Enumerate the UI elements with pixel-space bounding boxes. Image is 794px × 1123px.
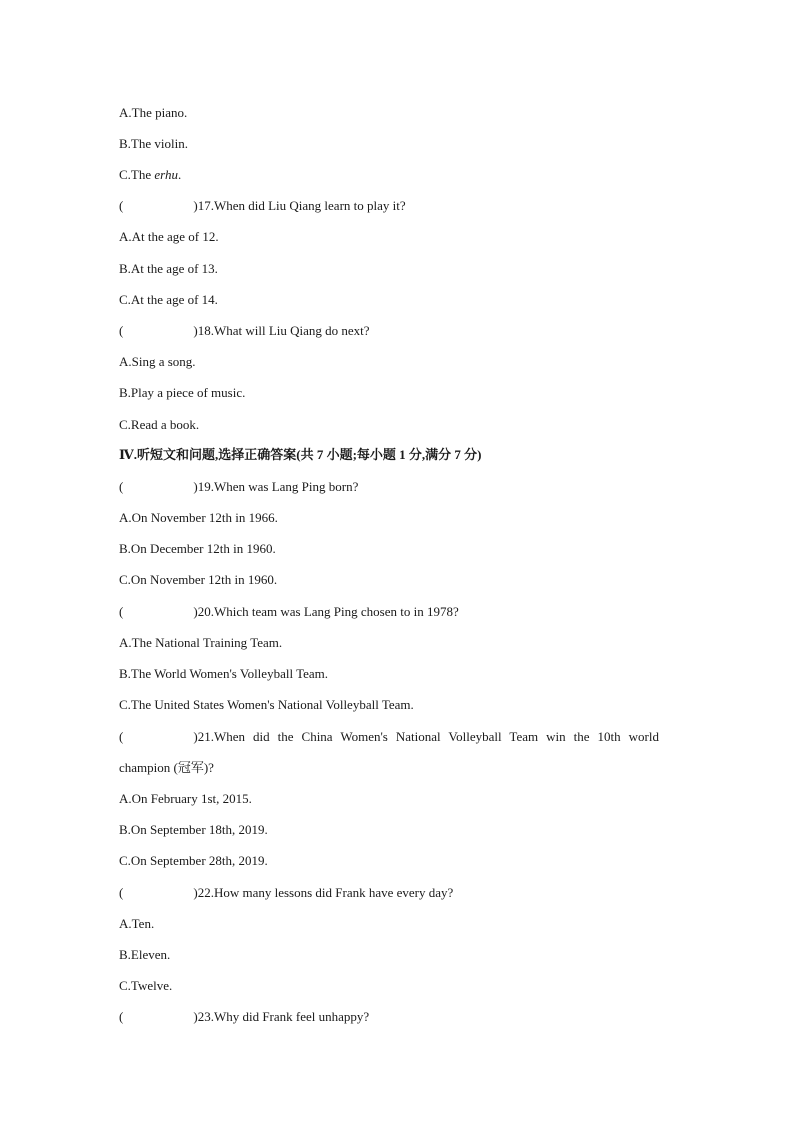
answer-blank[interactable]: ( ) [119,198,198,213]
option-line: C.On September 28th, 2019. [119,853,268,868]
question-text: 23.Why did Frank feel unhappy? [197,1009,370,1024]
question-text: 22.How many lessons did Frank have every day? [197,885,454,900]
question-text: 19.When was Lang Ping born? [197,479,359,494]
option-line: B.Play a piece of music. [119,385,246,400]
answer-blank[interactable]: ( ) [119,479,198,494]
option-line: C.At the age of 14. [119,292,218,307]
question-text: 20.Which team was Lang Ping chosen to in 1978? [197,604,459,619]
question-line [119,721,659,783]
section-heading: Ⅳ.听短文和问题,选择正确答案(共 7 小题;每小题 1 分,满分 7 分) [119,447,482,462]
option-line: C.The United States Women's National Volleyball Team. [119,697,414,712]
option-line: B.On September 18th, 2019. [119,822,268,837]
option-line [119,167,659,183]
option-line: A.The piano. [119,105,188,120]
option-line: B.The violin. [119,136,188,151]
option-line: B.The World Women's Volleyball Team. [119,666,329,681]
option-line: B.At the age of 13. [119,261,218,276]
question-line [119,885,659,901]
option-line: A.Sing a song. [119,354,196,369]
question-line [119,1009,659,1025]
option-line: A.The National Training Team. [119,635,283,650]
question-line [119,323,659,339]
question-text: 17.When did Liu Qiang learn to play it? [197,198,406,213]
option-line: C.Read a book. [119,417,200,432]
option-line: A.At the age of 12. [119,229,219,244]
answer-blank[interactable]: ( ) [119,1009,198,1024]
question-text: 18.What will Liu Qiang do next? [197,323,370,338]
answer-blank[interactable]: ( ) [119,885,198,900]
answer-blank[interactable]: ( ) [119,729,198,744]
option-italic-word: erhu [154,167,178,182]
option-line: A.Ten. [119,916,155,931]
question-text: 21.When did the China Women's National Volleyball Team win the 10th world champion (冠军)? [119,729,659,775]
option-line: C.On November 12th in 1960. [119,572,278,587]
question-line [119,479,659,495]
question-line [119,198,659,214]
answer-blank[interactable]: ( ) [119,604,198,619]
answer-blank[interactable]: ( ) [119,323,198,338]
option-suffix: . [178,167,182,182]
option-line: B.On December 12th in 1960. [119,541,276,556]
option-line: A.On November 12th in 1966. [119,510,278,525]
option-line: B.Eleven. [119,947,171,962]
option-prefix: C.The [119,167,155,182]
option-line: C.Twelve. [119,978,173,993]
option-line: A.On February 1st, 2015. [119,791,252,806]
question-line [119,604,659,620]
